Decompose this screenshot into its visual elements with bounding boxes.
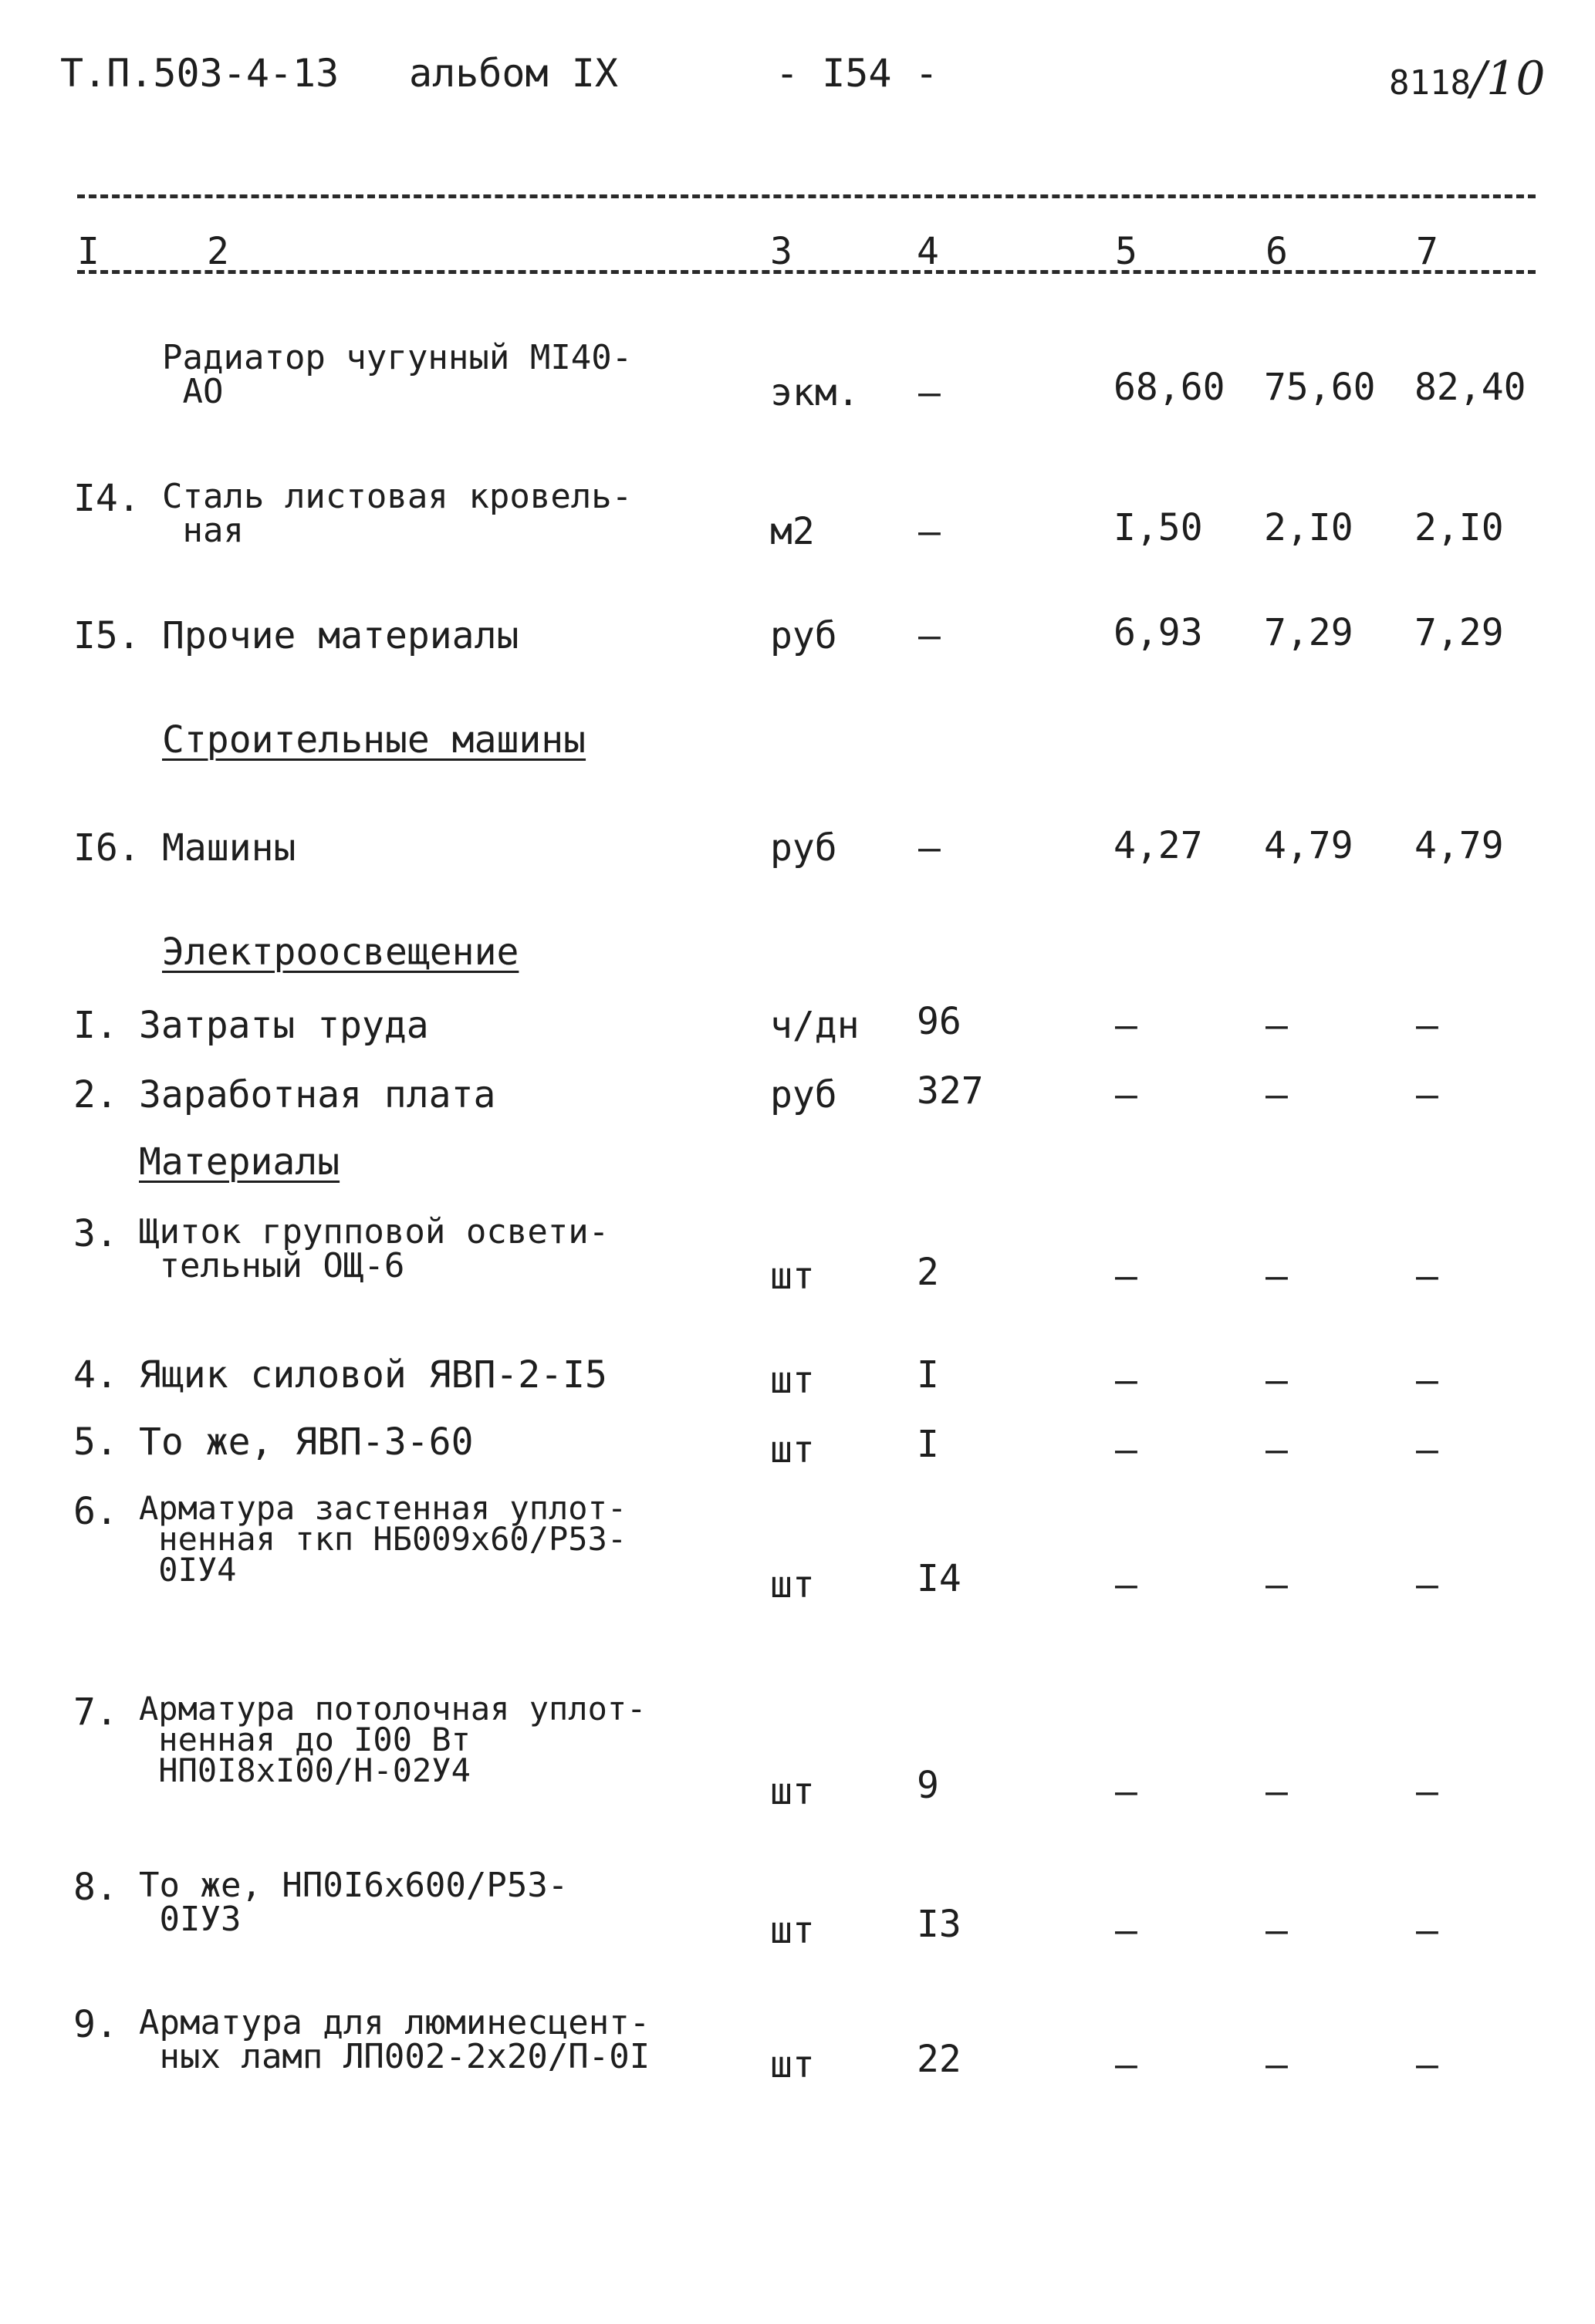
item-name: Затраты труда [139,1004,429,1047]
col-header-3: 3 [770,230,792,273]
item-col6: – [1266,2043,1288,2086]
item-col5: – [1115,1004,1137,1047]
item-col5: – [1115,1563,1137,1606]
item-col7: – [1416,1359,1438,1402]
item-number: 2. [73,1073,118,1116]
item-number: 4. [73,1353,118,1397]
item-col6: – [1266,1428,1288,1471]
item-unit: шт [770,1909,815,1952]
header-rule [77,270,1536,274]
item-col7: – [1416,1073,1438,1116]
item-unit: ч/дн [770,1004,860,1047]
item-col7: 4,79 [1414,824,1504,867]
item-col6: – [1266,1004,1288,1047]
col-header-1: I [77,230,100,273]
item-col4: 9 [917,1764,939,1807]
item-number: I. [73,1004,118,1047]
item-col5: – [1115,2043,1137,2086]
item-col5: 68,60 [1113,366,1225,409]
item-col7: – [1416,1004,1438,1047]
item-name: Арматура потолочная уплот- ненная до I00 Вт НП0I8хI00/Н-02У4 [139,1690,647,1789]
top-rule [77,194,1536,198]
item-number: 7. [73,1691,118,1734]
item-col4: I3 [917,1903,961,1946]
item-name: Арматура застенная уплот- ненная ткп НБ009х60/Р53- 0IУ4 [139,1489,627,1589]
item-col6: – [1266,1073,1288,1116]
item-col4: I [917,1423,939,1466]
col-header-5: 5 [1115,230,1137,273]
item-unit: экм. [770,371,860,414]
item-col7: – [1416,2043,1438,2086]
item-col6: 4,79 [1264,824,1353,867]
item-name: Машины [162,826,296,870]
sheet-mark-number: 8118 [1389,63,1471,103]
sheet-mark-fraction: /10 [1470,52,1546,106]
item-unit: руб [770,614,837,657]
item-number: 8. [73,1866,118,1909]
item-col4: – [918,614,941,657]
item-col6: – [1266,1563,1288,1606]
item-unit: руб [770,826,837,870]
item-col4: I [917,1353,939,1397]
item-col4: 96 [917,1000,961,1043]
item-col7: – [1416,1563,1438,1606]
item-col5: 6,93 [1113,611,1203,654]
col-header-7: 7 [1416,230,1438,273]
sheet-mark [1389,52,1546,106]
item-col6: 7,29 [1264,611,1353,654]
item-col5: – [1115,1770,1137,1813]
item-col5: – [1115,1255,1137,1298]
col-header-6: 6 [1266,230,1288,273]
item-col7: – [1416,1255,1438,1298]
item-unit: шт [770,1255,815,1298]
item-name: Ящик силовой ЯВП-2-I5 [139,1353,607,1397]
album-label: альбом IX [409,51,618,96]
item-unit: шт [770,1359,815,1402]
item-name: То же, НП0I6х600/Р53- 0IУ3 [139,1866,569,1939]
item-col5: 4,27 [1113,824,1203,867]
item-number: 9. [73,2003,118,2046]
item-col5: I,50 [1113,506,1203,549]
item-col4: I4 [917,1557,961,1600]
item-col7: 7,29 [1414,611,1504,654]
item-unit: шт [770,1770,815,1813]
item-number: 3. [73,1212,118,1255]
section-heading-electric: Электроосвещение [162,931,519,974]
item-col7: – [1416,1909,1438,1952]
item-col6: – [1266,1359,1288,1402]
item-col5: – [1115,1909,1137,1952]
item-name: Щиток групповой освети- тельный ОЩ-6 [139,1212,610,1285]
item-name: Заработная плата [139,1073,496,1116]
item-name: Радиатор чугунный МI40- АО [162,338,633,411]
item-unit: шт [770,2043,815,2086]
col-header-4: 4 [917,230,939,273]
item-col6: 2,I0 [1264,506,1353,549]
item-unit: шт [770,1428,815,1471]
item-col4: 327 [917,1069,984,1113]
item-col4: – [918,371,941,414]
item-col7: 82,40 [1414,366,1526,409]
item-col6: – [1266,1909,1288,1952]
item-col5: – [1115,1359,1137,1402]
item-col5: – [1115,1428,1137,1471]
item-unit: руб [770,1073,837,1116]
item-name: Прочие материалы [162,614,519,657]
item-col4: 2 [917,1251,939,1294]
section-heading-materials: Материалы [139,1140,340,1184]
item-col7: 2,I0 [1414,506,1504,549]
document-code: Т.П.503-4-13 [60,51,340,96]
item-unit: шт [770,1563,815,1606]
col-header-2: 2 [207,230,229,273]
item-unit: м2 [770,510,815,553]
page-number: - I54 - [776,51,938,96]
item-name: Сталь листовая кровель- ная [162,477,633,550]
item-col6: – [1266,1770,1288,1813]
item-number: I6. [73,826,140,870]
item-number: I4. [73,477,140,520]
item-col4: – [918,510,941,553]
item-name: То же, ЯВП-3-60 [139,1420,474,1464]
item-col7: – [1416,1770,1438,1813]
item-number: 6. [73,1490,118,1533]
item-col4: 22 [917,2038,961,2081]
section-heading-machines: Строительные машины [162,718,586,762]
item-col6: – [1266,1255,1288,1298]
item-col5: – [1115,1073,1137,1116]
item-col6: 75,60 [1264,366,1376,409]
item-col7: – [1416,1428,1438,1471]
item-number: I5. [73,614,140,657]
item-col4: – [918,826,941,870]
item-number: 5. [73,1420,118,1464]
item-name: Арматура для люминесцент- ных ламп ЛП002-2х20/П-0I [139,2003,651,2076]
